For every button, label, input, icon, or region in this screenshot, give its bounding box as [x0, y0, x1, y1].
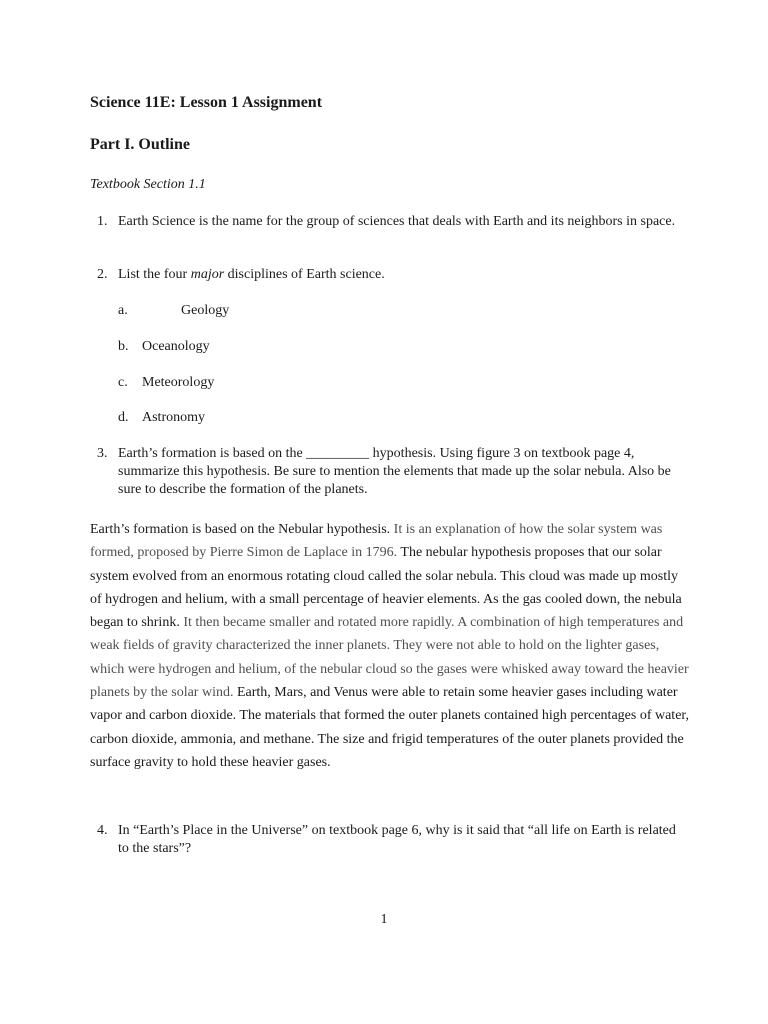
list-letter: b. — [118, 339, 129, 354]
document-title: Science 11E: Lesson 1 Assignment — [90, 94, 323, 111]
question-number: 1. — [97, 214, 108, 229]
list-value: Geology — [181, 303, 230, 318]
list-value: Meteorology — [142, 375, 215, 390]
question-number: 2. — [97, 267, 108, 282]
part-heading: Part I. Outline — [90, 136, 190, 153]
list-letter: c. — [118, 375, 128, 390]
list-value: Astronomy — [142, 410, 205, 425]
list-value: Oceanology — [142, 339, 210, 354]
question-number: 3. — [97, 446, 108, 461]
question-number: 4. — [97, 823, 108, 838]
question-text: List the four major disciplines of Earth science. — [118, 267, 385, 282]
question-text: Earth’s formation is based on the _________ hypothesis. Using figure 3 on textbook page 4, summarize this hypothesis. Be sure to mention the elements that made up the solar nebula. Also be sure to describe the formation of the planets. — [118, 446, 671, 497]
list-letter: d. — [118, 410, 129, 425]
emphasis-major: major — [190, 267, 225, 282]
page-number: 1 — [380, 912, 388, 927]
answer-paragraph: Earth’s formation is based on the Nebular hypothesis. It is an explanation of how the solar system was formed, proposed by Pierre Simon de Laplace in 1796. The nebular hypothesis proposes that our solar system evolved from an enormous rotating cloud called the solar nebula. This cloud was made up mostly of hydrogen and helium, with a small percentage of heavier elements. As the gas cooled down, the nebula began to shrink. It then became smaller and rotated more rapidly. A combination of high temperatures and weak fields of gravity characterized the inner planets. They were not able to hold on the lighter gases, which were hydrogen and helium, of the nebular cloud so the gases were whisked away toward the heavier planets by the solar wind. Earth, Mars, and Venus were able to retain some heavier gases including water vapor and carbon dioxide. The materials that formed the outer planets contained high percentages of water, carbon dioxide, ammonia, and methane. The size and frigid temperatures of the outer planets provided the surface gravity to hold these heavier gases. — [90, 522, 690, 770]
question-text: In “Earth’s Place in the Universe” on textbook page 6, why is it said that “all life on Earth is related to the stars”? — [118, 823, 676, 856]
question-text: Earth Science is the name for the group of sciences that deals with Earth and its neighbors in space. — [118, 214, 676, 229]
section-label: Textbook Section 1.1 — [90, 177, 206, 192]
list-letter: a. — [118, 303, 128, 318]
